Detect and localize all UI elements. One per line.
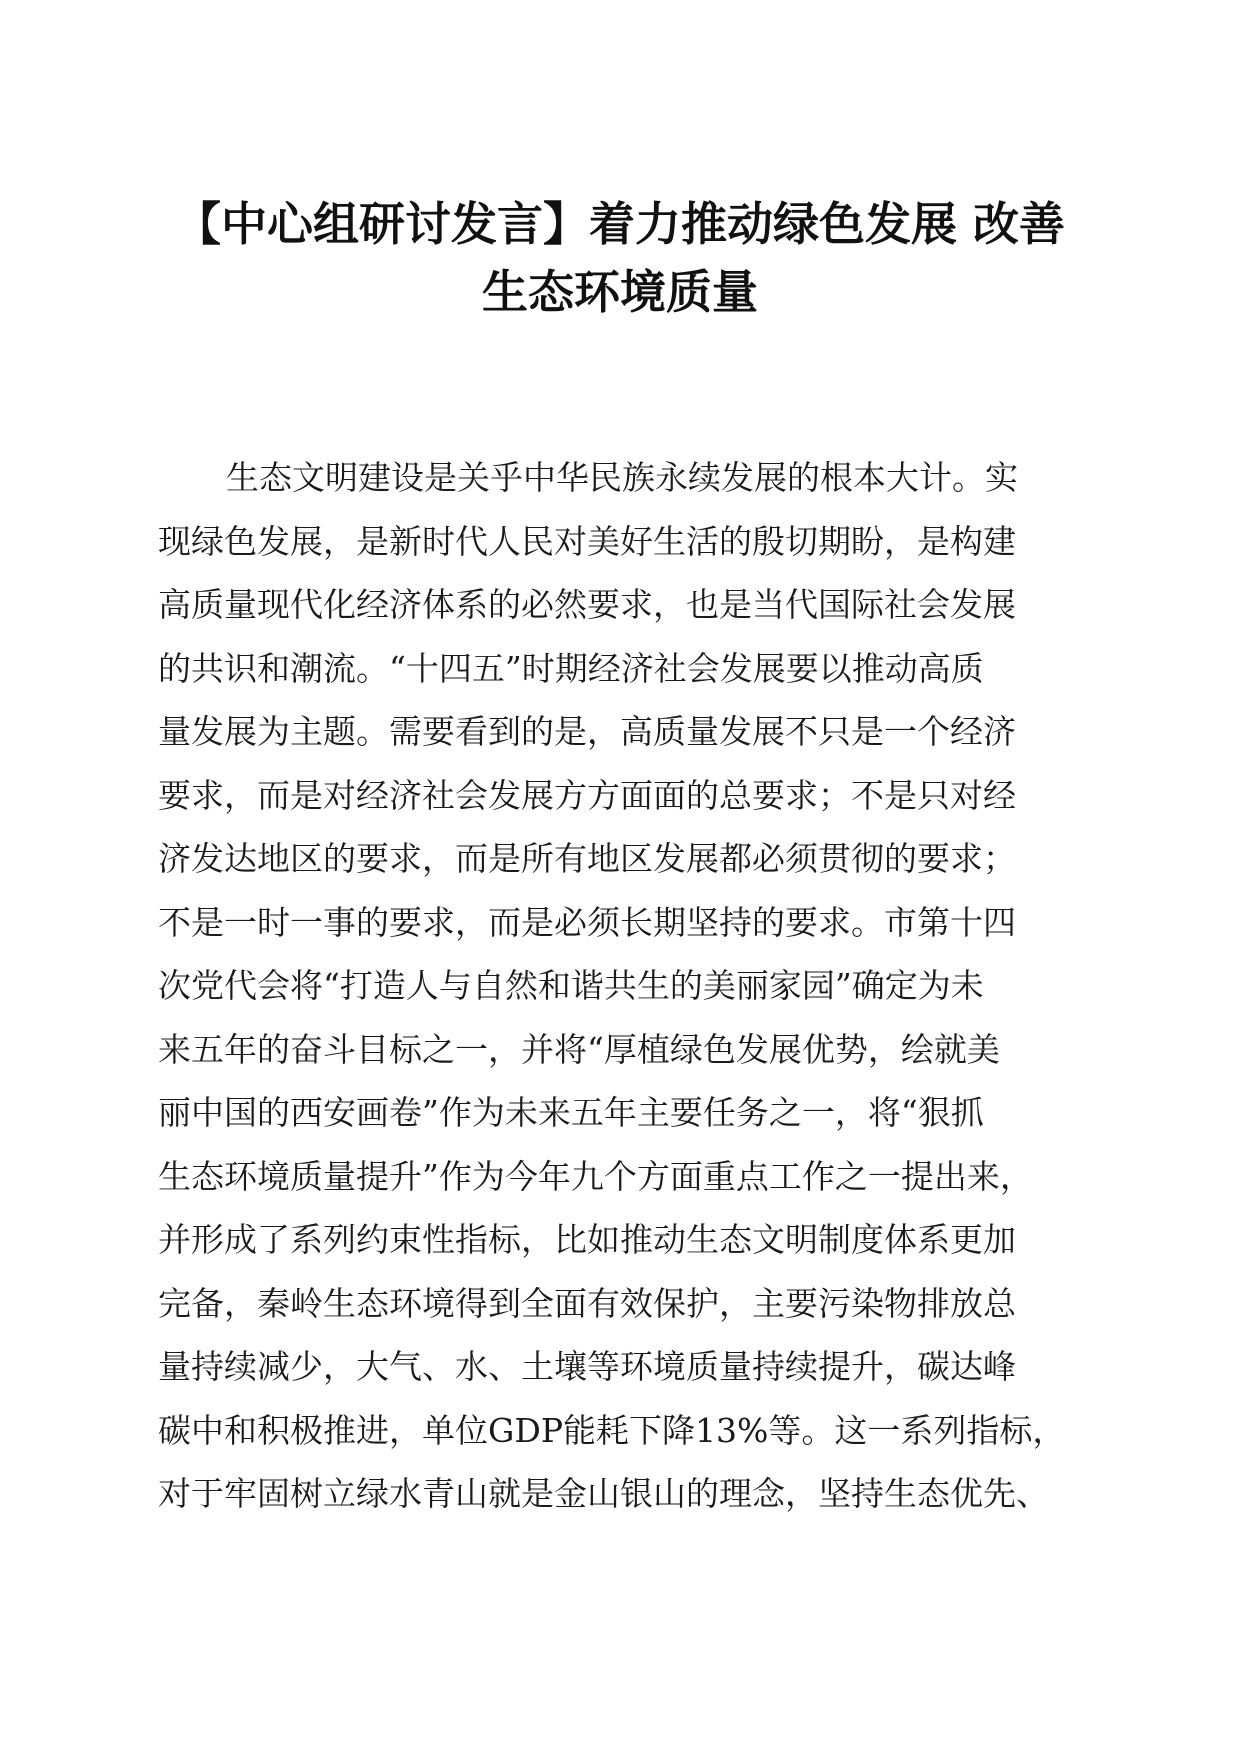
paragraph-line: 来五年的奋斗目标之一，并将“厚植绿色发展优势，绘就美	[158, 1029, 1000, 1069]
paragraph-line: 量发展为主题。需要看到的是，高质量发展不只是一个经济	[158, 712, 1016, 751]
paragraph-line: 高质量现代化经济体系的必然要求，也是当代国际社会发展	[158, 585, 1016, 624]
paragraph-line: 的共识和潮流。“十四五”时期经济社会发展要以推动高质	[158, 648, 984, 688]
paragraph-line: 次党代会将“打造人与自然和谐共生的美丽家园”确定为未	[158, 966, 984, 1005]
paragraph-line: 要求，而是对经济社会发展方方面面的总要求；不是只对经	[158, 775, 1016, 815]
document-title	[150, 190, 1090, 326]
title-line-2: 生态环境质量	[482, 265, 758, 319]
paragraph-line: 丽中国的西安画卷”作为未来五年主要任务之一，将“狠抓	[158, 1093, 984, 1132]
paragraph-line: 生态环境质量提升”作为今年九个方面重点工作之一提出来，	[158, 1156, 1033, 1196]
paragraph-line: 完备，秦岭生态环境得到全面有效保护，主要污染物排放总	[158, 1283, 1016, 1323]
paragraph-line: 并形成了系列约束性指标，比如推动生态文明制度体系更加	[158, 1220, 1016, 1259]
paragraph-line: 对于牢固树立绿水青山就是金山银山的理念，坚持生态优先、	[158, 1474, 1049, 1513]
paragraph-line: 碳中和积极推进，单位GDP能耗下降13%等。这一系列指标，	[158, 1410, 1066, 1450]
paragraph-line: 生态文明建设是关乎中华民族永续发展的根本大计。实	[226, 458, 1018, 497]
paragraph-line: 量持续减少，大气、水、土壤等环境质量持续提升，碳达峰	[158, 1347, 1016, 1386]
body-paragraph	[158, 446, 1098, 1526]
title-line-1: 【中心组研讨发言】着力推动绿色发展 改善	[174, 197, 1065, 251]
paragraph-line: 济发达地区的要求，而是所有地区发展都必须贯彻的要求；	[158, 839, 1016, 878]
paragraph-line: 现绿色发展，是新时代人民对美好生活的殷切期盼，是构建	[158, 521, 1016, 561]
paragraph-line: 不是一时一事的要求，而是必须长期坚持的要求。市第十四	[158, 902, 1016, 942]
